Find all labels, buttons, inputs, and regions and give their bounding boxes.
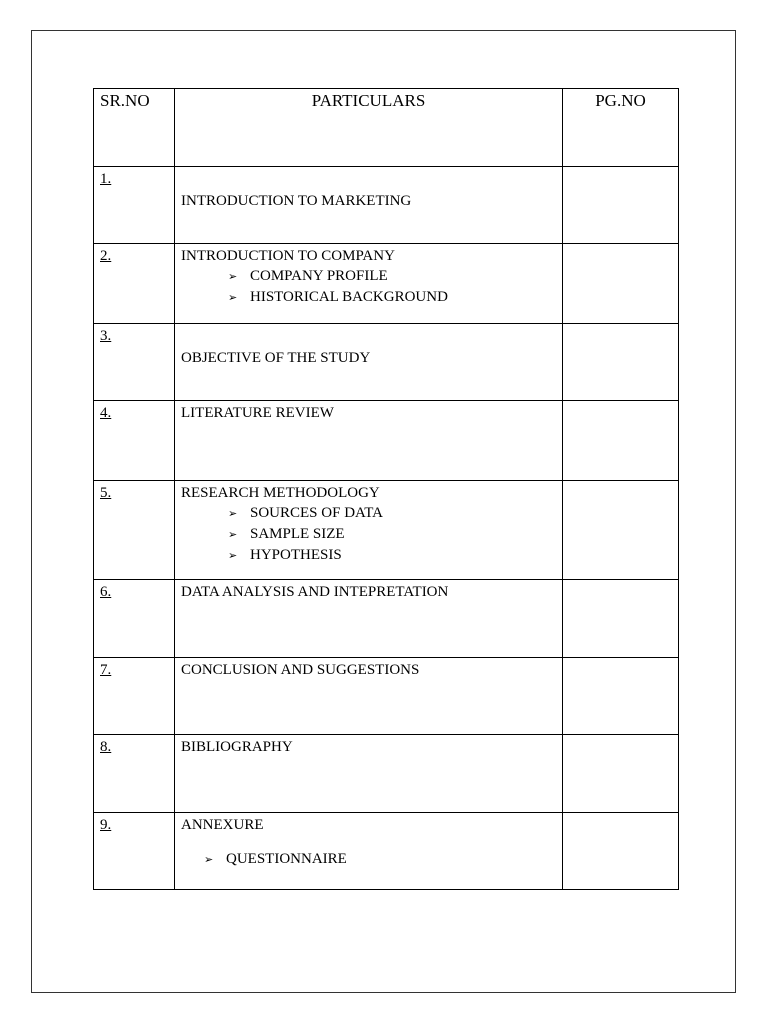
particular-title: RESEARCH METHODOLOGY: [181, 485, 380, 501]
table-row: [94, 244, 679, 324]
arrowhead-bullet-icon: ➢: [228, 528, 238, 541]
particular-title: OBJECTIVE OF THE STUDY: [181, 350, 371, 366]
sub-topic-list: [181, 503, 562, 566]
header-sr-no: SR.NO: [94, 89, 175, 167]
page-number-cell: [563, 580, 679, 658]
page-number-cell: [563, 481, 679, 580]
particular-title: INTRODUCTION TO COMPANY: [181, 248, 395, 264]
sr-number: 7.: [100, 662, 112, 678]
table-row: [94, 401, 679, 481]
page-number-cell: [563, 735, 679, 813]
particular-title: CONCLUSION AND SUGGESTIONS: [181, 662, 420, 678]
sr-number: 4.: [100, 405, 112, 421]
sub-topic-item: ➢ HISTORICAL BACKGROUND: [228, 287, 562, 308]
page-number-cell: [563, 324, 679, 401]
table-row: [94, 580, 679, 658]
table-row: [94, 481, 679, 580]
arrowhead-bullet-icon: ➢: [204, 853, 214, 866]
sr-number: 1.: [100, 171, 112, 187]
sub-topic-item: ➢ HYPOTHESIS: [228, 545, 562, 566]
arrowhead-bullet-icon: ➢: [228, 270, 238, 283]
sub-topic-list: [181, 849, 562, 870]
sr-number: 6.: [100, 584, 112, 600]
table-of-contents: [93, 88, 679, 890]
sub-topic-item: ➢ QUESTIONNAIRE: [204, 849, 562, 870]
page-number-cell: [563, 244, 679, 324]
sr-number: 2.: [100, 248, 112, 264]
arrowhead-bullet-icon: ➢: [228, 291, 238, 304]
sr-number: 9.: [100, 817, 112, 833]
header-particulars: PARTICULARS: [175, 89, 563, 167]
table-row: [94, 735, 679, 813]
arrowhead-bullet-icon: ➢: [228, 549, 238, 562]
particular-title: LITERATURE REVIEW: [181, 405, 334, 421]
particular-title: ANNEXURE: [181, 817, 264, 833]
table-row: [94, 658, 679, 735]
table-row: [94, 813, 679, 890]
sr-number: 3.: [100, 328, 112, 344]
page-number-cell: [563, 813, 679, 890]
table-header-row: [94, 89, 679, 167]
sr-number: 8.: [100, 739, 112, 755]
particular-title: INTRODUCTION TO MARKETING: [181, 193, 412, 209]
header-pg-no: PG.NO: [563, 89, 679, 167]
page-number-cell: [563, 167, 679, 244]
table-row: [94, 167, 679, 244]
sub-topic-item: ➢ COMPANY PROFILE: [228, 266, 562, 287]
sr-number: 5.: [100, 485, 112, 501]
table-row: [94, 324, 679, 401]
page-number-cell: [563, 401, 679, 481]
particular-title: DATA ANALYSIS AND INTEPRETATION: [181, 584, 449, 600]
page-number-cell: [563, 658, 679, 735]
particular-title: BIBLIOGRAPHY: [181, 739, 293, 755]
sub-topic-item: ➢ SOURCES OF DATA: [228, 503, 562, 524]
sub-topic-item: ➢ SAMPLE SIZE: [228, 524, 562, 545]
sub-topic-list: [181, 266, 562, 308]
arrowhead-bullet-icon: ➢: [228, 507, 238, 520]
